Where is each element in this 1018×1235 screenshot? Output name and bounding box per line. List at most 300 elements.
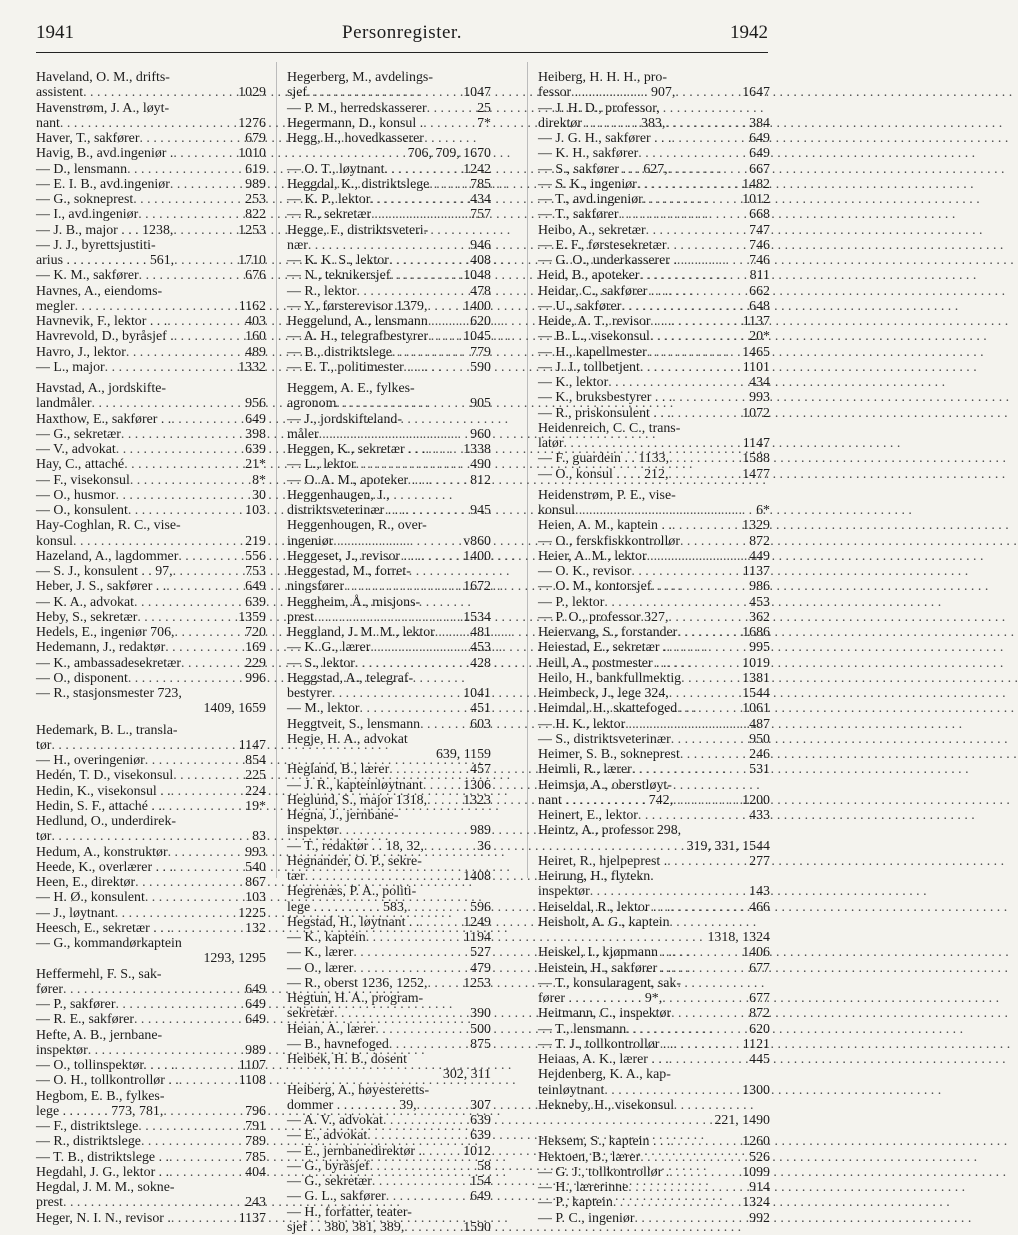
entry-line [287, 762, 491, 777]
dot-leader [355, 656, 467, 671]
dot-leader [137, 610, 235, 625]
dot-leader [170, 177, 242, 192]
page-reference: 1121 [740, 1037, 770, 1052]
entry-text: inspektør [287, 823, 339, 838]
entry-line [287, 268, 491, 283]
entry-text: Hedum, A., konstruktør [36, 845, 168, 860]
page-reference: 619 [242, 162, 266, 177]
register-entry [36, 1073, 266, 1088]
register-entry [538, 268, 770, 283]
entry-text: — T., redaktør . . 18, 32, [287, 839, 424, 854]
page-reference: 1061 [739, 701, 770, 716]
page-reference: 639, 1159 [287, 747, 491, 762]
entry-line [36, 1211, 266, 1226]
entry-line [36, 595, 266, 610]
register-entry [36, 329, 266, 344]
entry-text: Heid, B., apoteker [538, 268, 639, 283]
dot-leader [83, 85, 235, 100]
entry-text: — O. T., løytnant [287, 162, 385, 177]
dot-leader [356, 457, 467, 472]
dot-leader [671, 314, 739, 329]
entry-text: megler [36, 299, 75, 314]
page-reference: 620 [467, 314, 491, 329]
page-reference: 791 [242, 1119, 266, 1134]
entry-line [538, 961, 770, 976]
entry-line: — J., jordskifteland- [287, 412, 491, 427]
page-header [36, 22, 768, 48]
entry-line [287, 869, 491, 884]
entry-line [287, 945, 491, 960]
dot-leader [307, 85, 460, 100]
dot-leader [669, 451, 739, 466]
dot-leader [421, 549, 460, 564]
entry-line [538, 518, 770, 533]
page-reference: 1047 [460, 85, 491, 100]
dot-leader [425, 360, 468, 375]
entry-text: ingeniør [287, 534, 333, 549]
entry-text: Havro, J., lektor [36, 345, 126, 360]
entry-line [287, 686, 491, 701]
register-entry [36, 503, 266, 518]
dot-leader [646, 223, 747, 238]
register-entry [287, 961, 491, 976]
page-reference: 1253 [235, 223, 266, 238]
page-reference: 489 [242, 345, 266, 360]
dot-leader [680, 747, 746, 762]
register-entry [287, 442, 491, 457]
entry-line [538, 945, 770, 960]
entry-line: — J. H. D., professor, [538, 101, 770, 116]
entry-line [287, 1159, 491, 1174]
dot-leader [165, 640, 242, 655]
dot-leader [672, 518, 739, 533]
page-reference: v860 [460, 534, 491, 549]
entry-line [538, 732, 770, 747]
register-entry [36, 427, 266, 442]
dot-leader [169, 1165, 242, 1180]
register-entry [287, 778, 491, 793]
entry-line [287, 503, 491, 518]
page-reference: 433 [746, 808, 770, 823]
register-column-1 [36, 70, 266, 1218]
register-entry [36, 768, 266, 783]
register-entry [538, 595, 770, 610]
page-reference: 1012 [460, 1144, 491, 1159]
page-reference: 8* [249, 473, 266, 488]
dot-leader [634, 1211, 746, 1226]
register-entry [287, 1159, 491, 1174]
entry-line [287, 238, 491, 253]
dot-leader [427, 976, 460, 991]
dot-leader [429, 473, 467, 488]
dot-leader [128, 671, 242, 686]
page-reference: 812 [467, 473, 491, 488]
entry-line [36, 1043, 266, 1058]
dot-leader [640, 1150, 746, 1165]
entry-text: — R., priskonsulent . . . [538, 406, 671, 421]
dot-leader [390, 268, 460, 283]
register-entry [36, 936, 266, 967]
entry-text: — P. C., ingeniør [538, 1211, 634, 1226]
entry-line: Havnes, A., eiendoms- [36, 284, 266, 299]
entry-text: — G. O., underkasserer . [538, 253, 677, 268]
register-entry [287, 207, 491, 222]
register-entry [538, 421, 770, 452]
page-reference: 307 [467, 1098, 491, 1113]
register-entry [36, 875, 266, 890]
entry-text: — O. M., kontorsjef [538, 579, 651, 594]
entry-line [287, 442, 491, 457]
entry-line [538, 314, 770, 329]
dot-leader [178, 549, 242, 564]
register-entry [538, 518, 770, 533]
entry-line [538, 1006, 770, 1021]
page-reference: 527 [467, 945, 491, 960]
register-entry [287, 1083, 491, 1114]
dot-leader [332, 686, 460, 701]
entry-text: latør [538, 436, 563, 451]
register-entry [538, 701, 770, 716]
register-entry [287, 595, 491, 626]
dot-leader [173, 146, 235, 161]
page-reference: 277 [746, 854, 770, 869]
entry-text: — E., advokat [287, 1128, 367, 1143]
entry-text: — M., lektor [287, 701, 360, 716]
register-entry [287, 253, 491, 268]
dot-leader [166, 579, 242, 594]
page-reference: 1338 [460, 442, 491, 457]
entry-line [538, 793, 770, 808]
register-entry [538, 808, 770, 823]
entry-line [36, 1195, 266, 1210]
dot-leader [419, 915, 460, 930]
register-entry [287, 70, 491, 101]
entry-line: Havstad, A., jordskifte- [36, 381, 266, 396]
dot-leader [671, 406, 739, 421]
page-reference: 58 [474, 1159, 491, 1174]
page-reference: 403 [242, 314, 266, 329]
page-reference: 398 [242, 427, 266, 442]
page-reference: 789 [242, 1134, 266, 1149]
dot-leader [681, 671, 739, 686]
entry-text: fører . . . . . . . . . . . 9*, [538, 991, 662, 1006]
dot-leader [128, 503, 242, 518]
page-reference: 540 [242, 860, 266, 875]
page-reference: 1162 [236, 299, 266, 314]
entry-line [36, 253, 266, 268]
entry-line [36, 1073, 266, 1088]
entry-text: — S. J., konsulent . . 97, [36, 564, 173, 579]
register-entry [538, 823, 770, 854]
page-reference: 132 [242, 921, 266, 936]
entry-line [287, 1174, 491, 1189]
dot-leader [171, 412, 242, 427]
dot-leader [173, 223, 235, 238]
register-entry [36, 381, 266, 412]
entry-line [538, 640, 770, 655]
entry-line [287, 329, 491, 344]
register-entry [36, 906, 266, 921]
register-entry [538, 656, 770, 671]
entry-line [538, 1022, 770, 1037]
entry-text: — G., sekretær [287, 1174, 372, 1189]
register-entry [538, 778, 770, 809]
register-entry [538, 732, 770, 747]
register-entry [538, 961, 770, 976]
entry-text: — U., sakfører [538, 299, 621, 314]
entry-text: Heggen, K., sekretær . . . [287, 442, 426, 457]
register-entry [538, 1150, 770, 1165]
register-entry [36, 890, 266, 905]
page-reference: 246 [746, 747, 770, 762]
entry-line [36, 738, 266, 753]
page-reference: 993 [242, 845, 266, 860]
page-reference: 6* [753, 503, 770, 518]
page-reference: 229 [242, 656, 266, 671]
page-reference: 500 [467, 1022, 491, 1037]
entry-text: dommer . . . . . . . . . 39, [287, 1098, 417, 1113]
page-reference: 662 [746, 284, 770, 299]
register-entry [287, 839, 491, 854]
register-entry [287, 640, 491, 655]
dot-leader [73, 534, 242, 549]
entry-line [287, 1128, 491, 1143]
entry-text: måler [287, 427, 319, 442]
register-entry [538, 1211, 770, 1226]
entry-line: Hegge, F., distriktsveteri- [287, 223, 491, 238]
register-entry [36, 207, 266, 222]
entry-line [538, 1165, 770, 1180]
dot-leader [145, 890, 242, 905]
dot-leader [631, 564, 739, 579]
register-entry [538, 1134, 770, 1149]
page-reference: 649 [242, 997, 266, 1012]
dot-leader [386, 1189, 467, 1204]
entry-line [36, 890, 266, 905]
entry-text: — B., havnefoged [287, 1037, 389, 1052]
register-entry [538, 329, 770, 344]
register-entry [538, 406, 770, 421]
register-entry [36, 345, 266, 360]
page-reference: 945 [467, 503, 491, 518]
entry-text: Heimli, R., lærer [538, 762, 632, 777]
dot-leader [375, 1022, 467, 1037]
page-reference: 1107 [236, 1058, 266, 1073]
dot-leader [115, 906, 236, 921]
dot-leader [650, 329, 746, 344]
entry-text: Heier, A. M., lektor [538, 549, 647, 564]
entry-text: — F., distriktslege [36, 1119, 138, 1134]
register-entry [36, 488, 266, 503]
register-entry [287, 1205, 491, 1235]
page-reference: 1147 [236, 738, 266, 753]
register-entry [538, 238, 770, 253]
entry-text: — K. K. S., lektor [287, 253, 389, 268]
dot-leader [670, 900, 746, 915]
entry-line [287, 116, 491, 131]
entry-text: Heiseldal, R., lektor . . . [538, 900, 670, 915]
register-entry [538, 686, 770, 701]
entry-text: — E. T., politimester . . . [287, 360, 425, 375]
dot-leader [105, 360, 236, 375]
page-reference: 160 [242, 329, 266, 344]
page-reference: 706, 709, 1670 [287, 146, 491, 161]
register-entry [287, 549, 491, 564]
register-entry [538, 1037, 770, 1052]
entry-line [36, 1150, 266, 1165]
dot-leader [404, 1220, 460, 1235]
page-reference: 679 [242, 131, 266, 146]
entry-text: nant [36, 116, 60, 131]
register-entry [538, 467, 770, 482]
page-reference: 434 [746, 375, 770, 390]
entry-line: Hedlund, O., underdirek- [36, 814, 266, 829]
entry-line [36, 162, 266, 177]
entry-text: direktør . . . . . . . . 383, [538, 116, 665, 131]
entry-text: — O., husmor [36, 488, 116, 503]
register-entry [287, 268, 491, 283]
dot-leader [671, 961, 746, 976]
register-entry [287, 381, 491, 412]
register-entry [538, 345, 770, 360]
register-entry [36, 686, 266, 717]
page-reference: 1137 [740, 314, 770, 329]
page-reference: 556 [242, 549, 266, 564]
page-reference: 956 [242, 396, 266, 411]
register-entry [538, 451, 770, 466]
register-entry [36, 845, 266, 860]
entry-line [538, 299, 770, 314]
register-entry [287, 473, 491, 488]
dot-leader [353, 961, 467, 976]
dot-leader [173, 768, 242, 783]
entry-line: Heirung, H., flytekn. [538, 869, 770, 884]
register-entry [287, 457, 491, 472]
page-reference: 1686 [739, 625, 770, 640]
register-entry [287, 854, 491, 885]
page-reference: 746 [746, 253, 770, 268]
page-reference: 1329 [739, 518, 770, 533]
register-entry [287, 162, 491, 177]
page-reference: 822 [242, 207, 266, 222]
dot-leader [167, 314, 242, 329]
header-rule [36, 52, 768, 53]
entry-line [36, 784, 266, 799]
entry-line [36, 610, 266, 625]
dot-leader [389, 762, 467, 777]
register-entry [538, 915, 770, 946]
entry-line [538, 1195, 770, 1210]
entry-line [538, 900, 770, 915]
entry-text: Heinert, E., lektor [538, 808, 638, 823]
entry-text: Hedemann, J., redaktør [36, 640, 165, 655]
register-entry [36, 564, 266, 579]
register-entry [538, 854, 770, 869]
entry-line [36, 656, 266, 671]
page-reference: 872 [746, 1006, 770, 1021]
register-entry [287, 412, 491, 443]
entry-line [36, 1012, 266, 1027]
entry-text: — O., disponent [36, 671, 128, 686]
page-reference: 1300 [739, 1083, 770, 1098]
dot-leader [427, 299, 460, 314]
page-reference: 1101 [740, 360, 770, 375]
page-reference: 986 [746, 579, 770, 594]
entry-line [538, 854, 770, 869]
entry-line [538, 192, 770, 207]
entry-text: — T. J., tollkontrollør . . [538, 1037, 673, 1052]
dot-leader [134, 1012, 242, 1027]
entry-line: — T., konsularagent, sak- [538, 976, 770, 991]
dot-leader [174, 253, 235, 268]
entry-line [287, 625, 491, 640]
entry-line [36, 396, 266, 411]
page-reference: 875 [467, 1037, 491, 1052]
page-number-right: 1942 [730, 22, 768, 44]
register-entry [538, 900, 770, 915]
page-reference: 1408 [460, 869, 491, 884]
register-entry [538, 1195, 770, 1210]
register-entry [287, 284, 491, 299]
register-entry [36, 192, 266, 207]
page-reference: 319, 331, 1544 [538, 839, 770, 854]
entry-line [287, 396, 491, 411]
dot-leader [92, 396, 243, 411]
dot-leader [336, 396, 467, 411]
page-reference: 19* [242, 799, 266, 814]
dot-leader [173, 860, 242, 875]
entry-line [287, 1022, 491, 1037]
entry-line [287, 839, 491, 854]
entry-text: — H. K., lektor [538, 717, 625, 732]
dot-leader [171, 784, 243, 799]
page-reference: 434 [467, 192, 491, 207]
register-entry [538, 747, 770, 762]
register-entry [538, 314, 770, 329]
page-reference: 905 [467, 396, 491, 411]
dot-leader [647, 345, 739, 360]
page-reference: 639 [467, 1113, 491, 1128]
entry-text: Heibo, A., sekretær [538, 223, 646, 238]
dot-leader [174, 329, 242, 344]
entry-text: Hegland, B., lærer [287, 762, 389, 777]
dot-leader [665, 116, 746, 131]
entry-line: — H., forfatter, teater- [287, 1205, 491, 1220]
entry-line [287, 1113, 491, 1128]
entry-line: Heidenreich, C. C., trans- [538, 421, 770, 436]
entry-line [287, 299, 491, 314]
register-entry [287, 345, 491, 360]
entry-line [36, 299, 266, 314]
entry-text: Havnevik, F., lektor . . . [36, 314, 167, 329]
dot-leader [640, 360, 740, 375]
entry-text: — R., oberst 1236, 1252, [287, 976, 427, 991]
entry-text: — O., ferskfiskkontrollør [538, 534, 680, 549]
entry-line: Heibek, H. B., dosent [287, 1052, 491, 1067]
entry-line [538, 656, 770, 671]
register-entry [36, 1165, 266, 1180]
register-entry [36, 1028, 266, 1059]
page-reference: 408 [467, 253, 491, 268]
entry-line [36, 131, 266, 146]
entry-line [538, 253, 770, 268]
dot-leader [370, 1159, 475, 1174]
page-reference: 428 [467, 656, 491, 671]
page-reference: 404 [242, 1165, 266, 1180]
page-reference: 1332 [235, 360, 266, 375]
dot-leader [669, 1052, 746, 1067]
dot-leader [666, 640, 746, 655]
